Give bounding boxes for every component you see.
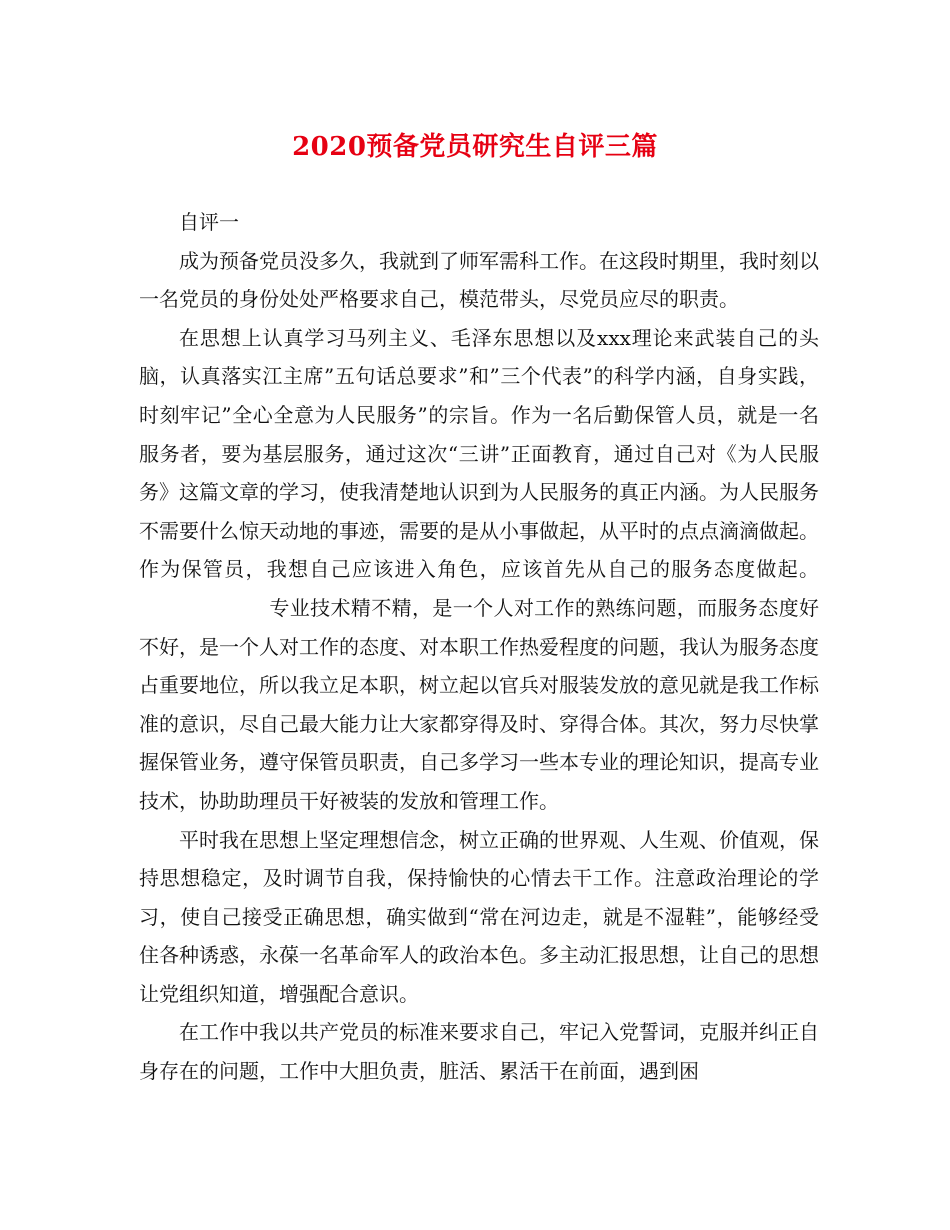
paragraph: 成为预备党员没多久，我就到了师军需科工作。在这段时期里，我时刻以一名党员的身份处处严格要求自己，模范带头，尽党员应尽的职责。 (139, 248, 819, 312)
document-title: 2020预备党员研究生自评三篇 (292, 132, 658, 162)
paragraph-with-gap (139, 319, 819, 821)
paragraph: 平时我在思想上坚定理想信念，树立正确的世界观、人生观、价值观，保持思想稳定，及时调节自我，保持愉快的心情去干工作。注意政治理论的学习，使自己接受正确思想，确实做到“常在河边走，就是不湿鞋”，能够经受住各种诱惑，永葆一名革命军人的政治本色。多主动汇报思想，让自己的思想让党组织知道，增强配合意识。 (139, 827, 819, 1006)
paragraph: 在工作中我以共产党员的标准来要求自己，牢记入党誓词，克服并纠正自身存在的问题，工作中大胆负责，脏活、累活干在前面，遇到困 (139, 1020, 819, 1084)
paragraph-segment: 在思想上认真学习马列主义、毛泽东思想以及xxx理论来武装自己的头脑，认真落实江主席”五句话总要求”和”三个代表”的科学内涵，自身实践，时刻牢记”全心全意为人民服务”的宗旨。作为一名后勤保管人员，就是一名服务者，要为基层服务，通过这次“三讲”正面教育，通过自己对《为人民服务》这篇文章的学习，使我清楚地认识到为人民服务的真正内涵。为人民服务不需要什么惊天动地的事迹，需要的是从小事做起，从平时的点点滴滴做起。作为保管员，我想自己应该进入角色，应该首先从自己的服务态度做起。 (139, 325, 819, 582)
document-body (139, 203, 819, 1091)
section-heading: 自评一 (179, 210, 239, 234)
paragraph-segment: 专业技术精不精，是一个人对工作的熟练问题，而服务态度好不好，是一个人对工作的态度、对本职工作热爱程度的问题，我认为服务态度占重要地位，所以我立足本职，树立起以官兵对服装发放的意见就是我工作标准的意识，尽自己最大能力让大家都穿得及时、穿得合体。其次，努力尽快掌握保管业务，遵守保管员职责，自己多学习一些本专业的理论知识，提高专业技术，协助助理员干好被装的发放和管理工作。 (139, 595, 819, 813)
